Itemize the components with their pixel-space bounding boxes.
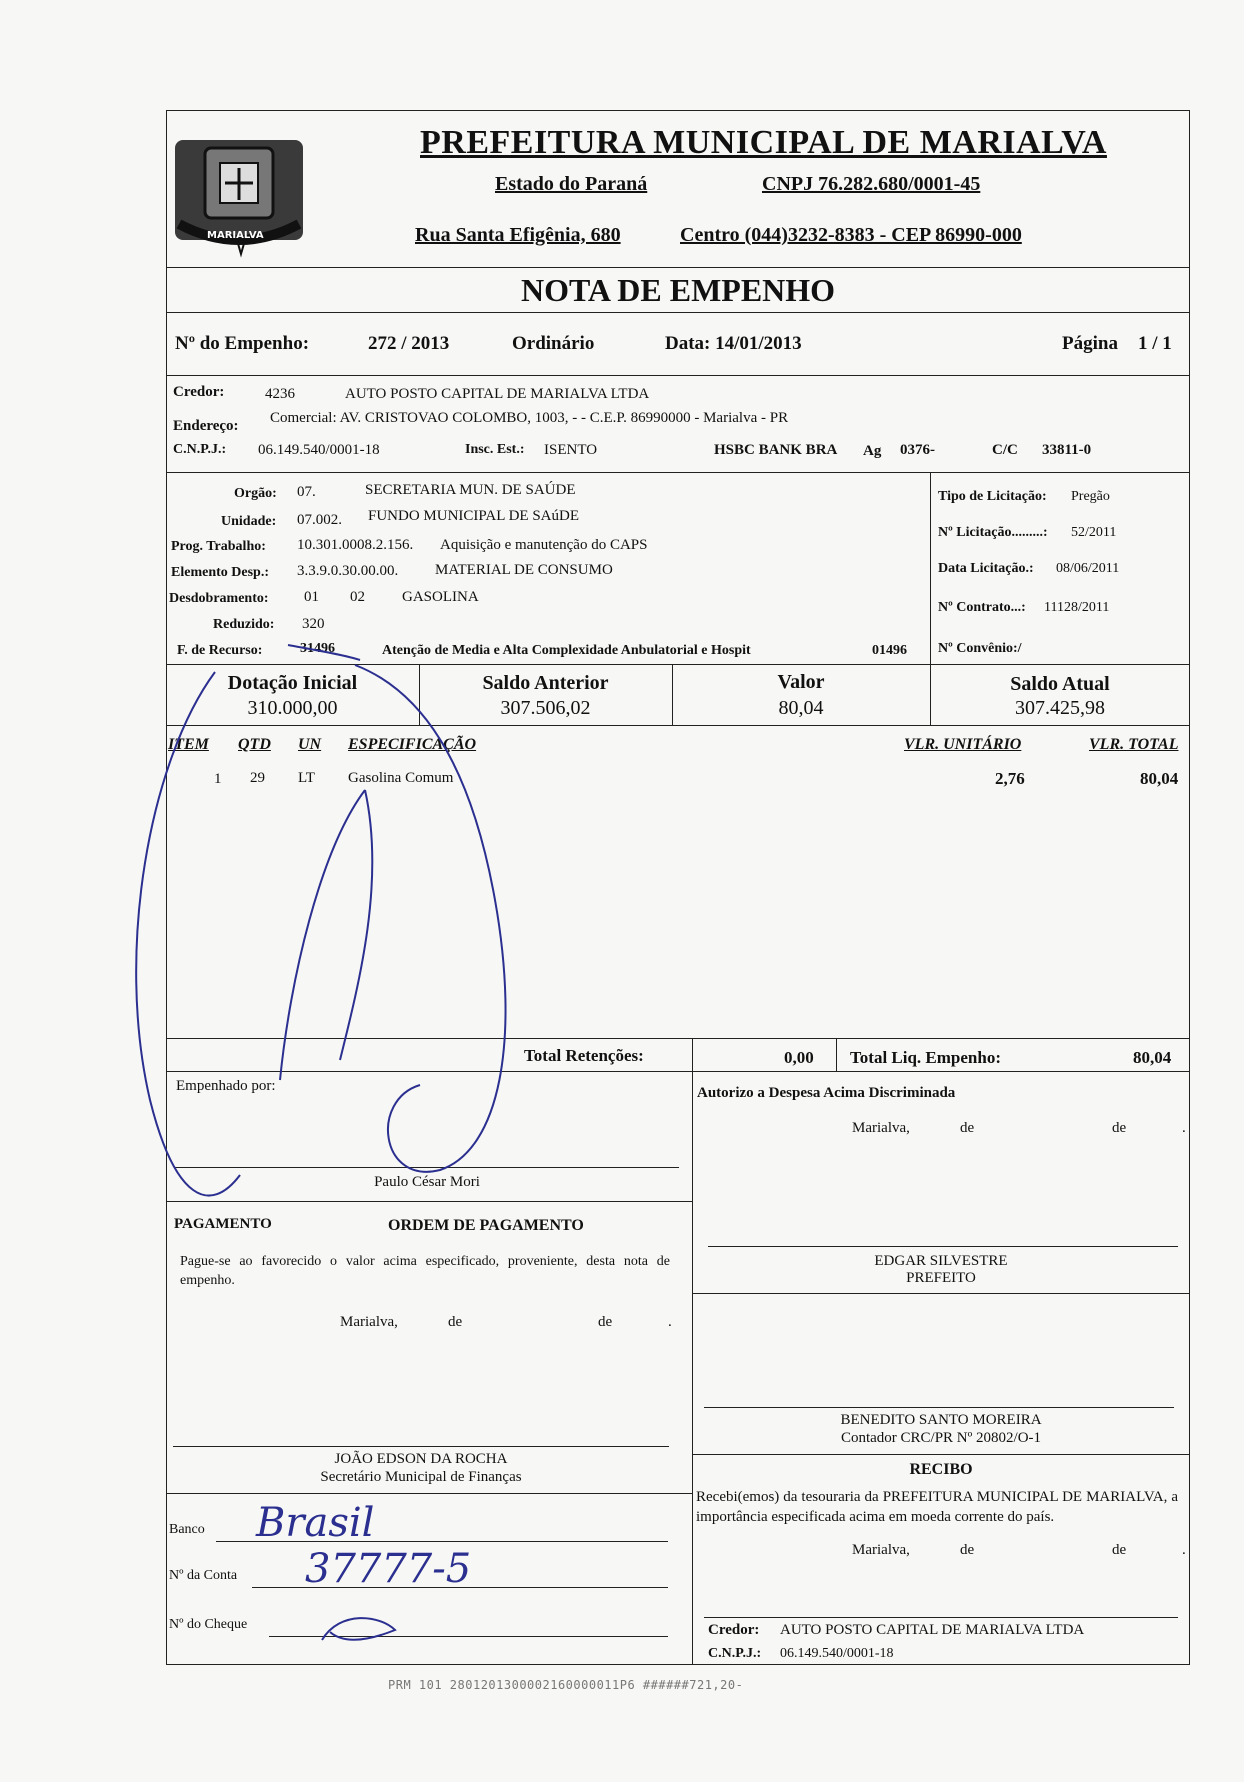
reduzido-value: 320 xyxy=(302,616,325,632)
empenhado-label: Empenhado por: xyxy=(176,1078,276,1094)
unidade-code: 07.002. xyxy=(297,512,342,528)
ie-value: ISENTO xyxy=(544,442,598,458)
credor-code: 4236 xyxy=(265,386,295,402)
ie-label: Insc. Est.: xyxy=(465,442,525,457)
col-item: ITEM xyxy=(168,736,209,753)
valor-label: Valor xyxy=(777,671,825,693)
empenho-date: Data: 14/01/2013 xyxy=(665,333,802,354)
saldo-atual-label: Saldo Atual xyxy=(1010,673,1110,695)
empenho-type: Ordinário xyxy=(512,333,595,354)
cc-value: 33811-0 xyxy=(1042,442,1092,458)
saldo-anterior-label: Saldo Anterior xyxy=(482,672,609,694)
unidade-name: FUNDO MUNICIPAL DE SAúDE xyxy=(368,508,579,524)
recibo-de2: de xyxy=(1112,1542,1127,1558)
contador-role: Contador CRC/PR Nº 20802/O-1 xyxy=(840,1430,1042,1446)
secretario-role: Secretário Municipal de Finanças xyxy=(320,1469,522,1485)
cc-label: C/C xyxy=(992,442,1018,458)
conta-handwritten: 37777-5 xyxy=(305,1546,472,1592)
col-espec: ESPECIFICAÇÃO xyxy=(348,736,477,753)
row-vlr-unit: 2,76 xyxy=(995,769,1025,788)
dotacao-value: 310.000,00 xyxy=(247,697,338,719)
autorizo-dot: . xyxy=(1182,1120,1186,1136)
pagamento-de2: de xyxy=(598,1314,613,1330)
footer-code: PRM 101 2801201300002160000011P6 ######721,20- xyxy=(388,1678,744,1692)
empenho-label: Nº do Empenho: xyxy=(175,333,310,354)
prefeito-role: PREFEITO xyxy=(906,1270,976,1286)
credor-label: Credor: xyxy=(173,384,225,400)
orgao-name: SECRETARIA MUN. DE SAÚDE xyxy=(365,482,576,498)
autorizo-city: Marialva, xyxy=(852,1120,910,1136)
col-qtd: QTD xyxy=(238,736,271,753)
col-vlr-unit: VLR. UNITÁRIO xyxy=(904,736,1022,753)
contador-name: BENEDITO SANTO MOREIRA xyxy=(840,1412,1042,1428)
recibo-city: Marialva, xyxy=(852,1542,910,1558)
pagamento-city: Marialva, xyxy=(340,1314,398,1330)
secretario-name: JOÃO EDSON DA ROCHA xyxy=(334,1451,508,1467)
cnpj-value: 06.149.540/0001-18 xyxy=(258,442,380,458)
convenio-label: Nº Convênio:/ xyxy=(938,641,1022,656)
row-espec: Gasolina Comum xyxy=(348,770,454,786)
col-un: UN xyxy=(298,736,322,753)
row-qtd: 29 xyxy=(250,770,265,786)
reduzido-label: Reduzido: xyxy=(213,617,275,632)
desdobramento-name: GASOLINA xyxy=(402,589,479,605)
licitacao-tipo-label: Tipo de Licitação: xyxy=(938,489,1047,504)
fonte-name: Atenção de Media e Alta Complexidade Anbulatorial e Hospit xyxy=(382,643,751,658)
recibo-cnpj-label: C.N.P.J.: xyxy=(708,1646,762,1661)
licitacao-data-label: Data Licitação.: xyxy=(938,561,1034,576)
retencoes-value: 0,00 xyxy=(784,1048,814,1067)
credor-name: AUTO POSTO CAPITAL DE MARIALVA LTDA xyxy=(345,386,650,402)
prog-label: Prog. Trabalho: xyxy=(171,539,266,554)
seal-ribbon-text: MARIALVA xyxy=(207,230,264,241)
header-title: PREFEITURA MUNICIPAL DE MARIALVA xyxy=(420,124,1107,161)
licitacao-num: 52/2011 xyxy=(1071,525,1117,540)
table-row xyxy=(166,765,1190,795)
ordem-pagamento-title: ORDEM DE PAGAMENTO xyxy=(388,1217,584,1234)
fonte-code: 31496 xyxy=(300,641,335,656)
header-address: Rua Santa Efigênia, 680 xyxy=(415,224,621,246)
desdobramento-b: 02 xyxy=(350,589,365,605)
recibo-dot: . xyxy=(1182,1542,1186,1558)
recibo-title: RECIBO xyxy=(909,1461,973,1478)
fonte-number: 01496 xyxy=(872,643,907,658)
banco-label: Banco xyxy=(169,1522,205,1537)
desdobramento-label: Desdobramento: xyxy=(169,591,269,606)
orgao-code: 07. xyxy=(297,484,316,500)
header-state: Estado do Paraná xyxy=(495,173,648,195)
agency-value: 0376- xyxy=(900,442,935,458)
header-contact: Centro (044)3232-8383 - CEP 86990-000 xyxy=(680,224,1022,246)
col-vlr-total: VLR. TOTAL xyxy=(1089,736,1179,753)
licitacao-tipo: Pregão xyxy=(1071,489,1110,504)
cheque-label: Nº do Cheque xyxy=(169,1617,248,1632)
conta-label: Nº da Conta xyxy=(169,1568,238,1583)
fonte-label: F. de Recurso: xyxy=(177,643,263,658)
pagamento-de1: de xyxy=(448,1314,463,1330)
row-vlr-total: 80,04 xyxy=(1140,769,1179,788)
autorizo-de2: de xyxy=(1112,1120,1127,1136)
retencoes-label: Total Retenções: xyxy=(524,1046,644,1065)
recibo-text: Recebi(emos) da tesouraria da PREFEITURA MUNICIPAL DE MARIALVA, a importância especificada acima em moeda corrente do país. xyxy=(696,1489,1178,1525)
empenho-number: 272 / 2013 xyxy=(368,333,450,354)
desdobramento-a: 01 xyxy=(304,589,319,605)
empenhado-name: Paulo César Mori xyxy=(374,1174,480,1190)
cnpj-label: C.N.P.J.: xyxy=(173,442,227,457)
pagamento-text: Pague-se ao favorecido o valor acima especificado, proveniente, desta nota de empenho. xyxy=(180,1254,670,1288)
document-title: NOTA DE EMPENHO xyxy=(520,272,836,308)
licitacao-data: 08/06/2011 xyxy=(1056,561,1120,576)
bank-name: HSBC BANK BRA xyxy=(714,442,838,458)
row-item: 1 xyxy=(214,771,222,787)
elemento-label: Elemento Desp.: xyxy=(171,565,269,580)
prog-name: Aquisição e manutenção do CAPS xyxy=(440,537,648,553)
elemento-code: 3.3.9.0.30.00.00. xyxy=(297,563,399,579)
recibo-cnpj-value: 06.149.540/0001-18 xyxy=(780,1646,894,1661)
saldo-anterior-value: 307.506,02 xyxy=(500,697,591,719)
pagamento-label: PAGAMENTO xyxy=(174,1216,272,1232)
contrato-value: 11128/2011 xyxy=(1044,600,1110,615)
page-label: Página xyxy=(1062,333,1118,354)
recibo-credor-name: AUTO POSTO CAPITAL DE MARIALVA LTDA xyxy=(780,1622,1085,1638)
liq-value: 80,04 xyxy=(1133,1048,1172,1067)
valor-value: 80,04 xyxy=(778,697,824,719)
page-number: 1 / 1 xyxy=(1138,333,1172,354)
autorizo-de1: de xyxy=(960,1120,975,1136)
orgao-label: Orgão: xyxy=(234,486,277,501)
dotacao-label: Dotação Inicial xyxy=(227,672,358,694)
prefeito-name: EDGAR SILVESTRE xyxy=(874,1253,1008,1269)
contrato-label: Nº Contrato...: xyxy=(938,600,1026,615)
row-un: LT xyxy=(298,770,315,786)
agency-label: Ag xyxy=(863,443,882,459)
banco-handwritten: Brasil xyxy=(256,1500,375,1546)
pagamento-dot: . xyxy=(668,1314,672,1330)
liq-label: Total Liq. Empenho: xyxy=(850,1048,1001,1067)
endereco-label: Endereço: xyxy=(173,418,239,434)
licitacao-num-label: Nº Licitação.........: xyxy=(938,525,1048,540)
endereco-value: Comercial: AV. CRISTOVAO COLOMBO, 1003, - - C.E.P. 86990000 - Marialva - PR xyxy=(270,410,789,426)
saldo-atual-value: 307.425,98 xyxy=(1015,697,1105,719)
unidade-label: Unidade: xyxy=(221,514,277,529)
elemento-name: MATERIAL DE CONSUMO xyxy=(435,562,613,578)
autorizo-title: Autorizo a Despesa Acima Discriminada xyxy=(697,1085,956,1101)
recibo-de1: de xyxy=(960,1542,975,1558)
header-cnpj: CNPJ 76.282.680/0001-45 xyxy=(762,173,981,195)
prog-code: 10.301.0008.2.156. xyxy=(297,537,414,553)
recibo-credor-label: Credor: xyxy=(708,1622,760,1638)
